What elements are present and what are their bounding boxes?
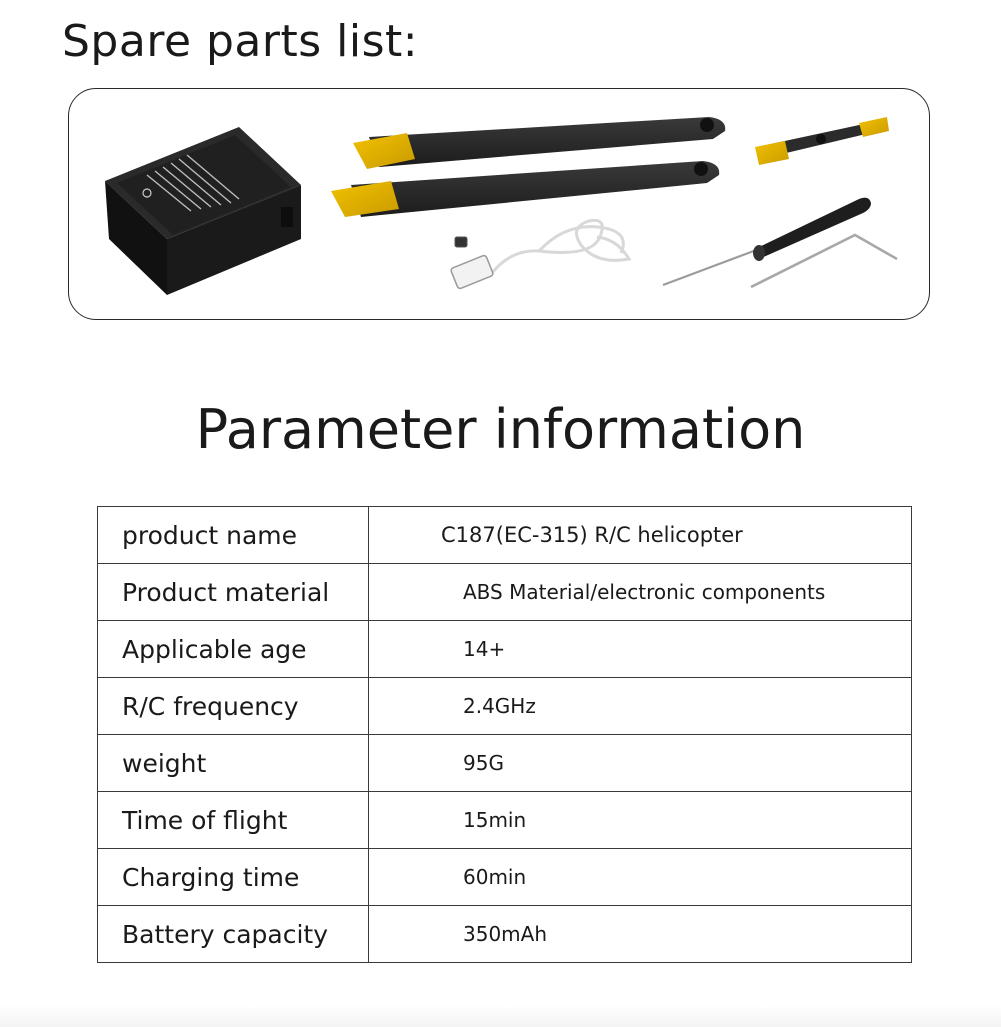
table-row bbox=[98, 735, 912, 792]
parameter-value: 2.4GHz bbox=[369, 678, 912, 735]
parameter-value: 14+ bbox=[369, 621, 912, 678]
bottom-edge bbox=[0, 1005, 1001, 1027]
parameter-value: 15min bbox=[369, 792, 912, 849]
parameter-value: 60min bbox=[369, 849, 912, 906]
main-rotor-blades-icon bbox=[331, 117, 725, 217]
table-row bbox=[98, 621, 912, 678]
table-row bbox=[98, 678, 912, 735]
parameter-value: 350mAh bbox=[369, 906, 912, 963]
table-row bbox=[98, 792, 912, 849]
spare-parts-box bbox=[68, 88, 930, 320]
battery-icon bbox=[105, 127, 301, 295]
parameter-label: R/C frequency bbox=[98, 678, 369, 735]
spare-parts-title: Spare parts list: bbox=[62, 16, 419, 67]
parameter-label: Product material bbox=[98, 564, 369, 621]
parameter-table bbox=[97, 506, 912, 963]
parameter-label: weight bbox=[98, 735, 369, 792]
parameter-value: C187(EC-315) R/C helicopter bbox=[369, 507, 912, 564]
table-row bbox=[98, 564, 912, 621]
table-row bbox=[98, 849, 912, 906]
table-row bbox=[98, 906, 912, 963]
parameter-label: product name bbox=[98, 507, 369, 564]
parameter-value: ABS Material/electronic components bbox=[369, 564, 912, 621]
parameter-label: Time of flight bbox=[98, 792, 369, 849]
table-row bbox=[98, 507, 912, 564]
parameter-value: 95G bbox=[369, 735, 912, 792]
tail-rotor-icon bbox=[755, 117, 889, 165]
usb-cable-icon bbox=[450, 220, 629, 289]
parameter-title: Parameter information bbox=[195, 398, 806, 461]
parameter-label: Charging time bbox=[98, 849, 369, 906]
parameter-label: Battery capacity bbox=[98, 906, 369, 963]
parameter-label: Applicable age bbox=[98, 621, 369, 678]
